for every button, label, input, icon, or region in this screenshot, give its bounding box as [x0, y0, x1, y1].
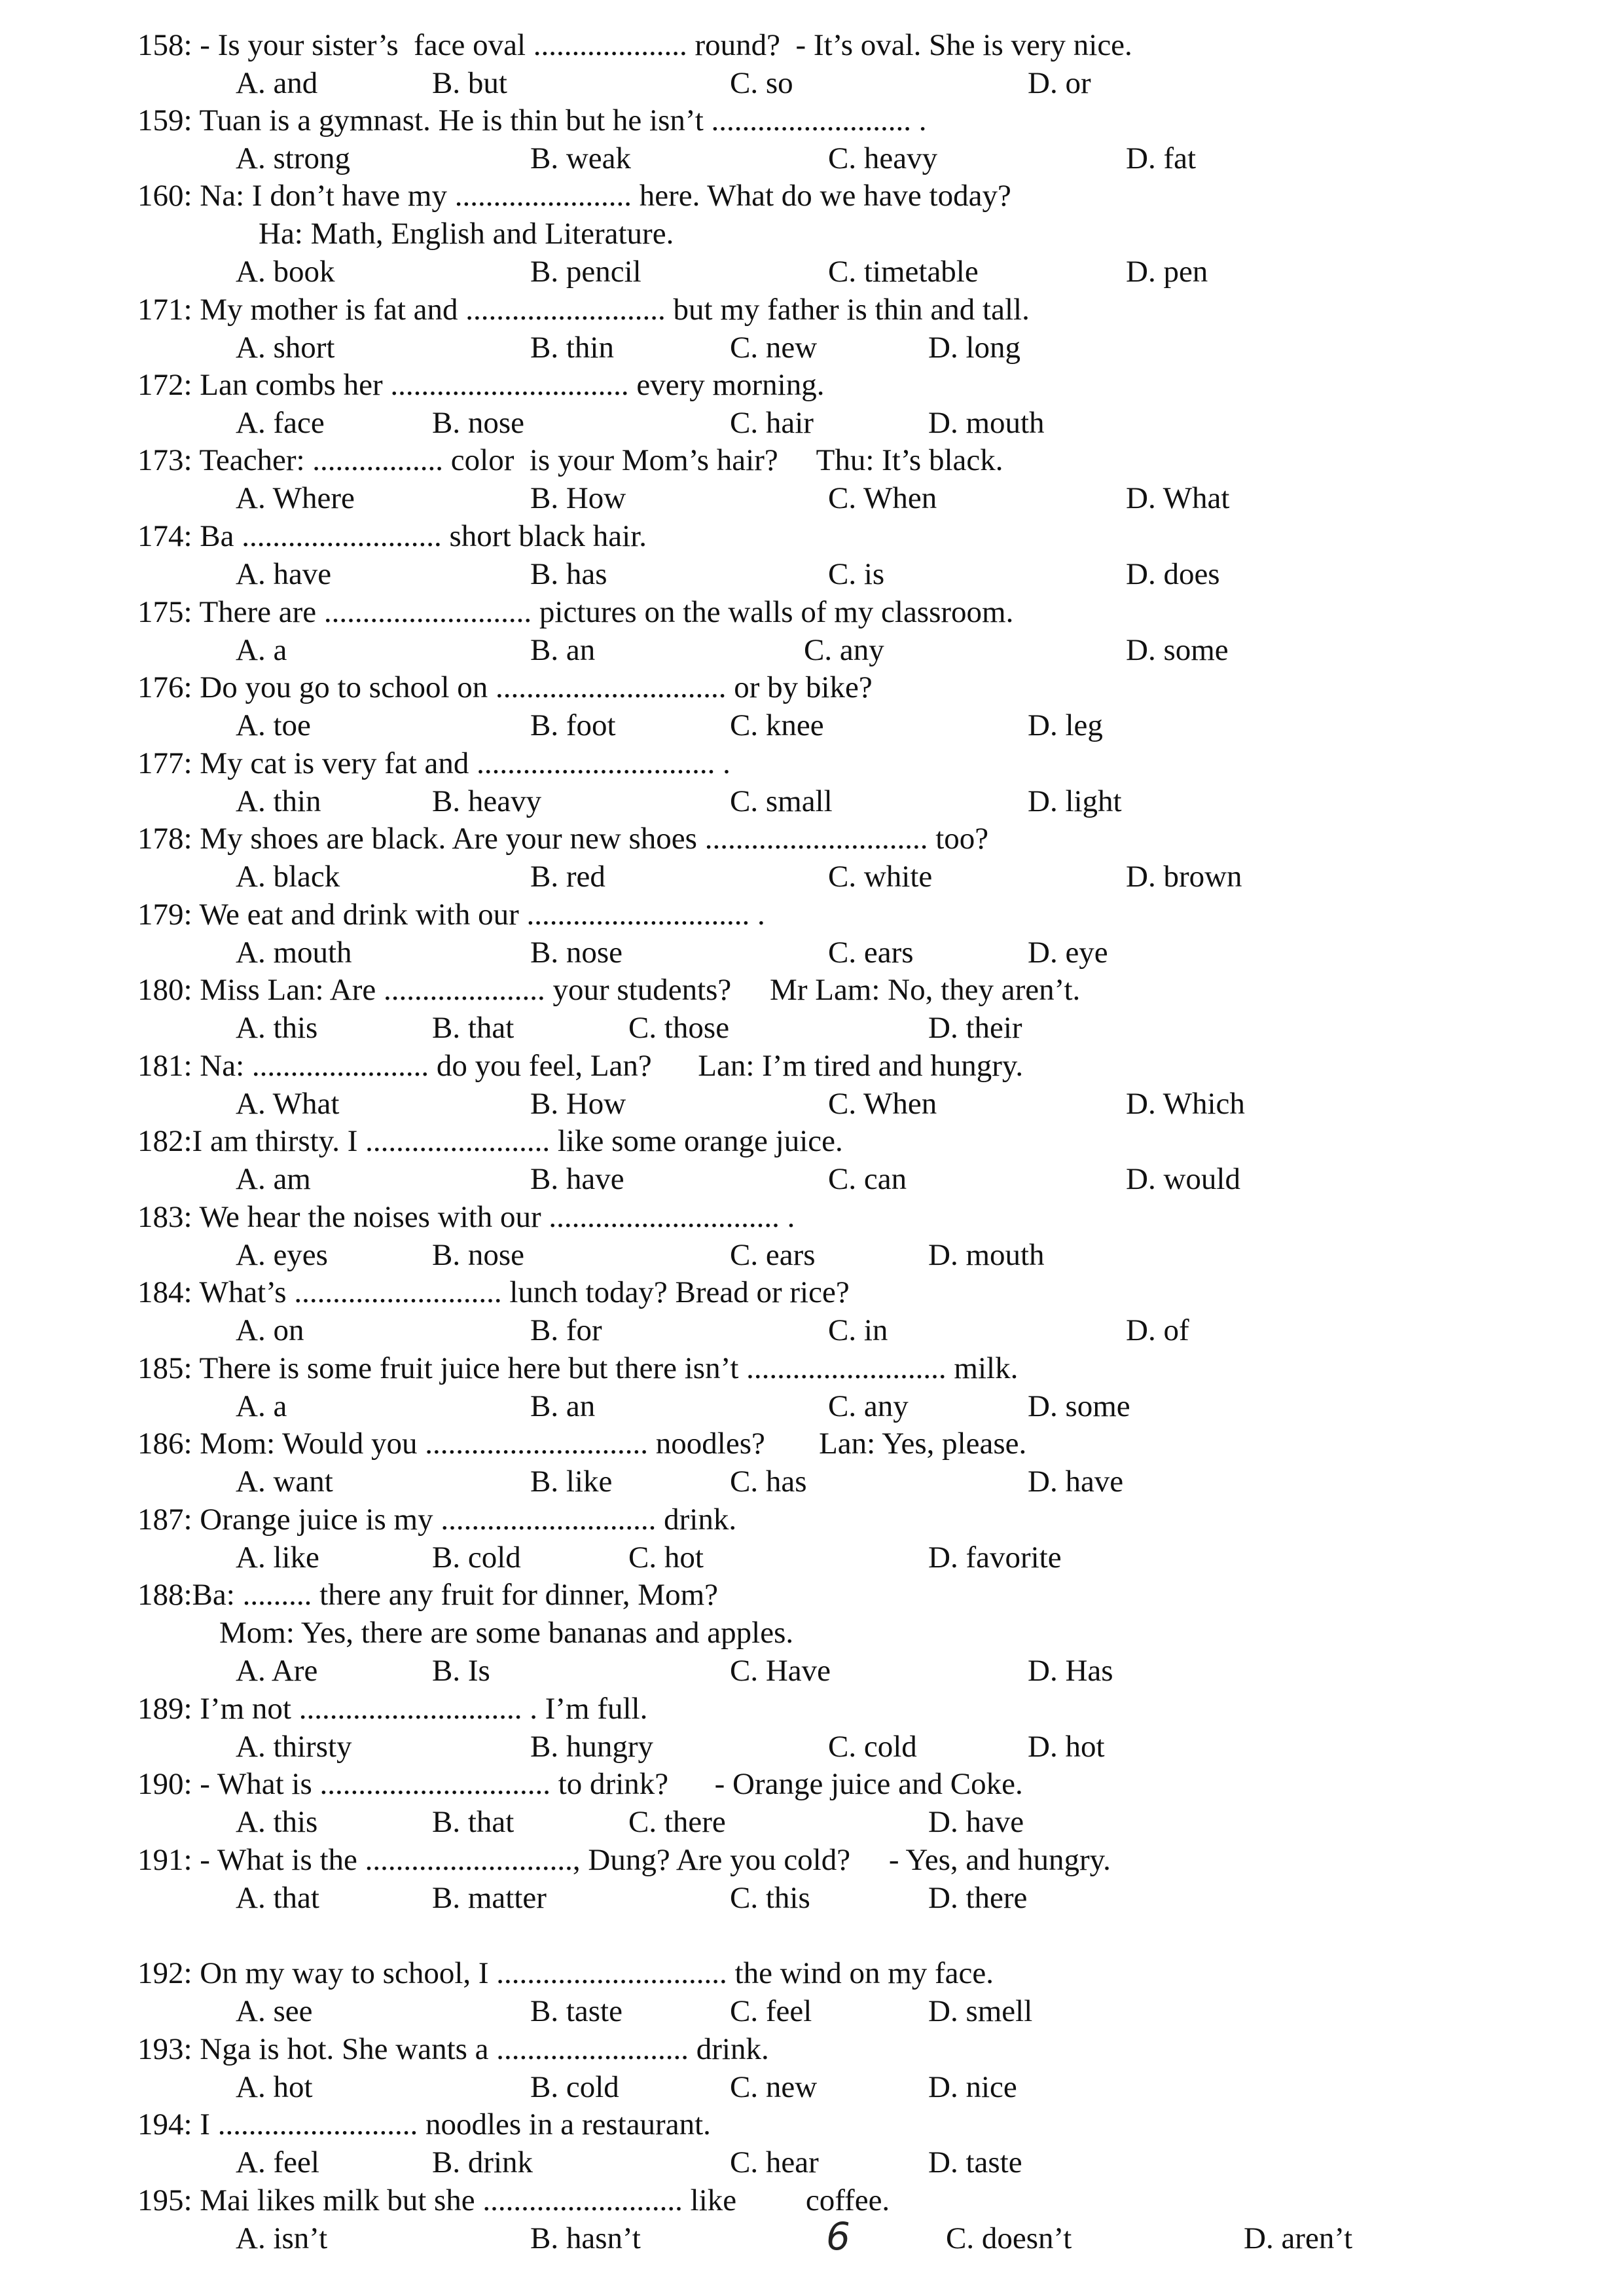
option-a: A. Are — [236, 1654, 318, 1688]
option-c: C. is — [828, 557, 885, 591]
option-b: B. that — [432, 1011, 514, 1045]
question-stem: 183: We hear the noises with our .............................. . — [137, 1200, 795, 1234]
option-c: C. small — [730, 784, 833, 818]
option-b: B. have — [530, 1162, 624, 1196]
question-stem: 193: Nga is hot. She wants a ......................... drink. — [137, 2032, 769, 2066]
option-b: B. hungry — [530, 1730, 653, 1764]
option-b: B. has — [530, 557, 607, 591]
question-stem: 179: We eat and drink with our ............................. . — [137, 898, 765, 932]
option-c: C. When — [828, 1087, 937, 1121]
option-a: A. isn’t — [236, 2221, 328, 2255]
question-stem: 191: - What is the ..........................., Dung? Are you cold? - Yes, and hungry. — [137, 1843, 1111, 1877]
option-c: C. new — [730, 2070, 818, 2104]
question-stem: 195: Mai likes milk but she .......................... like coffee. — [137, 2183, 890, 2217]
option-d: D. fat — [1126, 141, 1197, 175]
option-a: A. this — [236, 1805, 318, 1839]
option-b: B. heavy — [432, 784, 542, 818]
option-d: D. What — [1126, 481, 1230, 515]
option-a: A. book — [236, 255, 335, 289]
option-d: D. favorite — [928, 1540, 1062, 1575]
option-b: B. nose — [432, 1238, 524, 1272]
option-c: C. hear — [730, 2145, 819, 2179]
option-b: B. foot — [530, 708, 616, 742]
option-b: B. cold — [432, 1540, 521, 1575]
option-a: A. eyes — [236, 1238, 328, 1272]
question-stem: 185: There is some fruit juice here but there isn’t .......................... milk. — [137, 1351, 1019, 1385]
option-d: D. does — [1126, 557, 1220, 591]
option-d: D. smell — [928, 1994, 1033, 2028]
option-d: D. pen — [1126, 255, 1208, 289]
question-stem: 173: Teacher: ................. color is your Mom’s hair? Thu: It’s black. — [137, 443, 1003, 477]
option-b: B. taste — [530, 1994, 623, 2028]
question-stem: 178: My shoes are black. Are your new shoes ............................. too? — [137, 822, 989, 856]
option-c: C. in — [828, 1313, 888, 1347]
option-d: D. have — [928, 1805, 1024, 1839]
option-a: A. black — [236, 860, 340, 894]
question-stem: 187: Orange juice is my ............................ drink. — [137, 1503, 737, 1537]
option-a: A. strong — [236, 141, 350, 175]
option-b: B. Is — [432, 1654, 490, 1688]
option-b: B. for — [530, 1313, 602, 1347]
option-a: A. have — [236, 557, 332, 591]
option-d: D. their — [928, 1011, 1022, 1045]
option-d: D. nice — [928, 2070, 1017, 2104]
option-d: D. taste — [928, 2145, 1022, 2179]
option-c: C. new — [730, 331, 818, 365]
option-c: C. Have — [730, 1654, 831, 1688]
option-d: D. some — [1028, 1389, 1130, 1423]
option-d: D. light — [1028, 784, 1122, 818]
option-d: D. or — [1028, 66, 1091, 100]
option-c: C. feel — [730, 1994, 812, 2028]
option-c: C. knee — [730, 708, 824, 742]
question-stem: 181: Na: ....................... do you feel, Lan? Lan: I’m tired and hungry. — [137, 1049, 1024, 1083]
option-b: B. How — [530, 481, 626, 515]
option-c: C. ears — [828, 936, 914, 970]
option-c: C. ears — [730, 1238, 816, 1272]
option-a: A. thin — [236, 784, 321, 818]
question-stem: 184: What’s ........................... lunch today? Bread or rice? — [137, 1275, 850, 1309]
option-a: A. hot — [236, 2070, 313, 2104]
question-stem: 189: I’m not ............................. . I’m full. — [137, 1692, 648, 1726]
option-b: B. matter — [432, 1881, 547, 1915]
option-d: D. some — [1126, 633, 1229, 667]
question-stem: 188:Ba: ......... there any fruit for dinner, Mom? — [137, 1578, 718, 1612]
option-a: A. am — [236, 1162, 311, 1196]
option-a: A. What — [236, 1087, 340, 1121]
question-stem: 176: Do you go to school on .............................. or by bike? — [137, 670, 873, 704]
option-c: C. timetable — [828, 255, 979, 289]
question-stem: 180: Miss Lan: Are ..................... your students? Mr Lam: No, they aren’t. — [137, 973, 1081, 1007]
option-c: C. so — [730, 66, 793, 100]
option-d: D. of — [1126, 1313, 1189, 1347]
option-b: B. red — [530, 860, 605, 894]
option-b: B. drink — [432, 2145, 533, 2179]
question-stem: 182:I am thirsty. I ........................ like some orange juice. — [137, 1124, 843, 1158]
option-d: D. eye — [1028, 936, 1108, 970]
option-d: D. aren’t — [1244, 2221, 1353, 2255]
option-b: B. hasn’t — [530, 2221, 641, 2255]
option-b: B. an — [530, 633, 596, 667]
option-a: A. like — [236, 1540, 319, 1575]
option-c: C. hair — [730, 406, 814, 440]
option-c: C. doesn’t — [946, 2221, 1072, 2255]
option-c: C. any — [828, 1389, 909, 1423]
option-d: D. leg — [1028, 708, 1103, 742]
option-c: C. cold — [828, 1730, 917, 1764]
option-a: A. toe — [236, 708, 311, 742]
option-d: D. long — [928, 331, 1020, 365]
option-a: A. want — [236, 1465, 333, 1499]
option-a: A. face — [236, 406, 325, 440]
option-a: A. on — [236, 1313, 304, 1347]
option-c: C. white — [828, 860, 933, 894]
option-b: B. pencil — [530, 255, 641, 289]
option-d: D. hot — [1028, 1730, 1105, 1764]
question-subline: Ha: Math, English and Literature. — [259, 217, 674, 251]
question-stem: 171: My mother is fat and .......................... but my father is thin and tall. — [137, 293, 1030, 327]
question-stem: 159: Tuan is a gymnast. He is thin but he isn’t .......................... . — [137, 103, 927, 137]
question-stem: 177: My cat is very fat and ............................... . — [137, 746, 731, 780]
option-b: B. like — [530, 1465, 613, 1499]
option-d: D. Has — [1028, 1654, 1113, 1688]
option-b: B. that — [432, 1805, 514, 1839]
option-c: C. heavy — [828, 141, 938, 175]
question-stem: 194: I .......................... noodles in a restaurant. — [137, 2107, 711, 2141]
option-b: B. How — [530, 1087, 626, 1121]
option-d: D. Which — [1126, 1087, 1245, 1121]
question-stem: 186: Mom: Would you ............................. noodles? Lan: Yes, please. — [137, 1427, 1027, 1461]
option-b: B. thin — [530, 331, 614, 365]
question-subline: Mom: Yes, there are some bananas and apples. — [219, 1616, 794, 1650]
option-a: A. thirsty — [236, 1730, 352, 1764]
option-a: A. and — [236, 66, 318, 100]
option-a: A. see — [236, 1994, 313, 2028]
option-a: A. mouth — [236, 936, 352, 970]
question-stem: 175: There are ........................... pictures on the walls of my classroom. — [137, 595, 1014, 629]
option-b: B. nose — [530, 936, 623, 970]
option-c: C. can — [828, 1162, 907, 1196]
option-d: D. there — [928, 1881, 1028, 1915]
option-b: B. weak — [530, 141, 632, 175]
option-b: B. but — [432, 66, 507, 100]
question-stem: 158: - Is your sister’s face oval .................... round? - It’s oval. She is very nice. — [137, 28, 1132, 62]
option-c: C. hot — [628, 1540, 704, 1575]
question-stem: 172: Lan combs her ............................... every morning. — [137, 368, 825, 402]
option-a: A. feel — [236, 2145, 319, 2179]
option-a: A. a — [236, 1389, 287, 1423]
option-d: D. have — [1028, 1465, 1124, 1499]
option-c: C. any — [804, 633, 884, 667]
option-b: B. nose — [432, 406, 524, 440]
option-d: D. brown — [1126, 860, 1242, 894]
question-stem: 160: Na: I don’t have my ....................... here. What do we have today? — [137, 179, 1011, 213]
option-a: A. a — [236, 633, 287, 667]
option-c: C. there — [628, 1805, 726, 1839]
option-d: D. mouth — [928, 406, 1045, 440]
option-b: B. an — [530, 1389, 596, 1423]
option-c: C. this — [730, 1881, 810, 1915]
option-a: A. Where — [236, 481, 355, 515]
option-b: B. cold — [530, 2070, 619, 2104]
option-d: D. mouth — [928, 1238, 1045, 1272]
option-d: D. would — [1126, 1162, 1240, 1196]
question-stem: 192: On my way to school, I .............................. the wind on my face. — [137, 1956, 994, 1990]
option-c: C. those — [628, 1011, 730, 1045]
option-a: A. short — [236, 331, 335, 365]
option-a: A. this — [236, 1011, 318, 1045]
question-stem: 174: Ba .......................... short black hair. — [137, 519, 647, 553]
option-c: C. has — [730, 1465, 807, 1499]
option-a: A. that — [236, 1881, 319, 1915]
page-number: 6 — [826, 2214, 850, 2259]
question-stem: 190: - What is .............................. to drink? - Orange juice and Coke. — [137, 1767, 1023, 1801]
option-c: C. When — [828, 481, 937, 515]
